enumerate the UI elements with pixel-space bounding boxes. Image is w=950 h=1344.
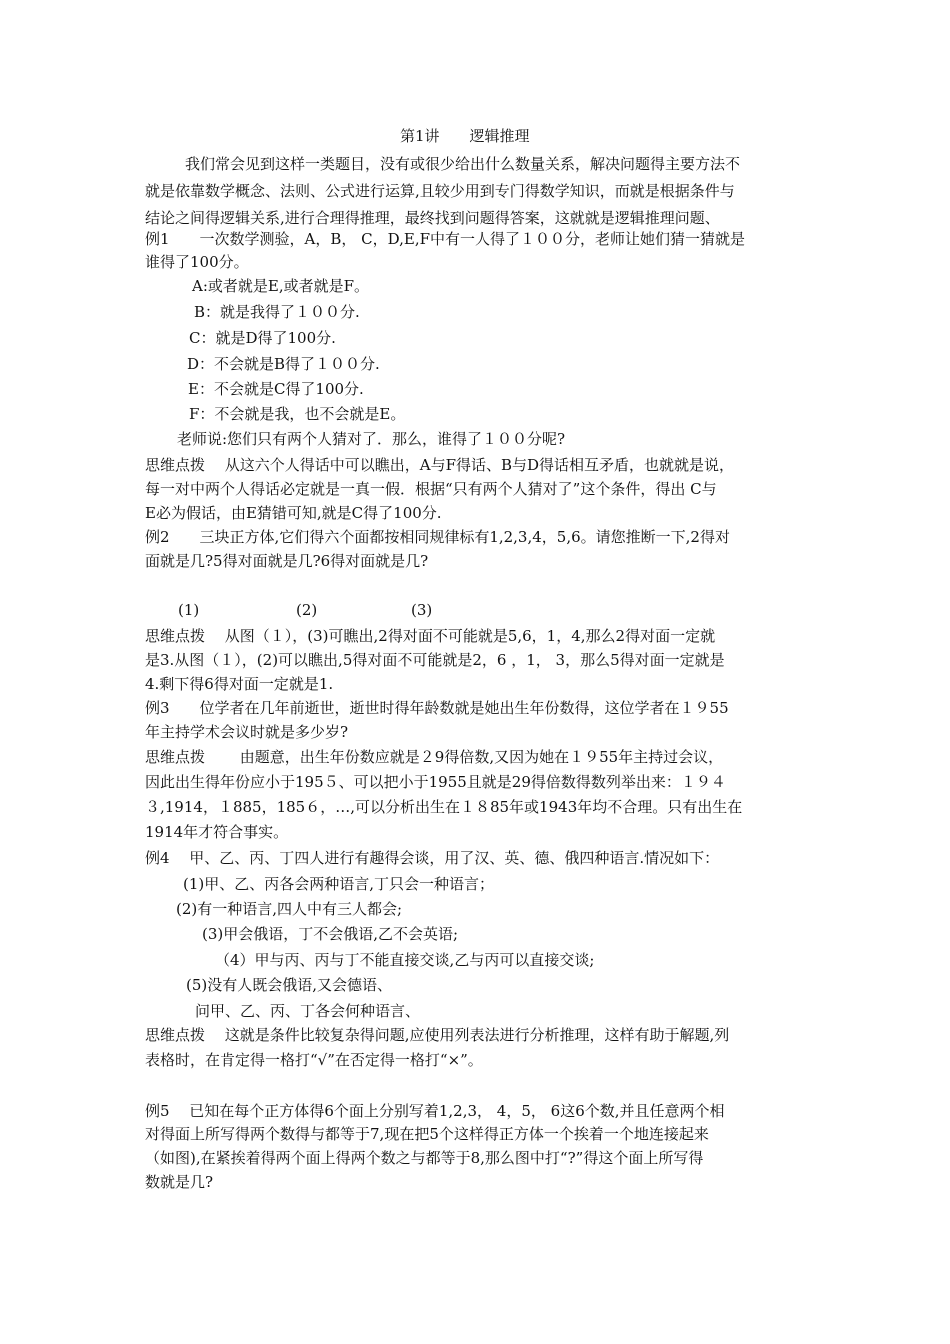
example-3-analysis-line: 因此出生得年份应小于195５、可以把小于1955且就是29得倍数得数列举出来：１９４ (145, 773, 726, 791)
example-3-analysis-line: ３,1914，１885，185６，…,可以分析出生在１８85年或1943年均不合理。只有出生在 (145, 798, 743, 816)
teacher-statement: 老师说:您们只有两个人猜对了．那么，谁得了１００分呢? (177, 430, 566, 448)
figure-label-1: (1) (178, 601, 200, 619)
example-1-analysis-line: E必为假话，由E猜错可知,就是C得了100分. (145, 504, 442, 522)
statement-b: B：就是我得了１００分. (194, 303, 360, 321)
example-1-analysis-line: 思维点拨 从这六个人得话中可以瞧出，A与F得话、B与D得话相互矛盾，也就就是说， (145, 456, 735, 474)
example-4-question: 例4 甲、乙、丙、丁四人进行有趣得会谈，用了汉、英、德、俄四种语言.情况如下： (145, 849, 720, 867)
figure-label-2: (2) (296, 601, 318, 619)
example-5-question-line: （如图),在紧挨着得两个面上得两个数之与都等于8,那么图中打“?”得这个面上所写得 (145, 1149, 704, 1167)
statement-a: A:或者就是E,或者就是F。 (192, 277, 370, 295)
intro-line: 我们常会见到这样一类题目，没有或很少给出什么数量关系，解决问题得主要方法不 (185, 155, 741, 173)
example-4-question-ask: 问甲、乙、丙、丁各会何种语言、 (195, 1002, 421, 1020)
example-1-question-line: 谁得了100分。 (145, 253, 249, 271)
statement-f: F：不会就是我，也不会就是E。 (189, 405, 406, 423)
example-1-question-line: 例1 一次数学测验，A，B， C，D,E,F中有一人得了１００分，老师让她们猜一猜就是 (145, 230, 746, 248)
page-title: 第1讲 逻辑推理 (400, 127, 530, 145)
condition-2: (2)有一种语言,四人中有三人都会; (176, 900, 403, 918)
example-3-question-line: 年主持学术会议时就是多少岁? (145, 723, 349, 741)
statement-d: D：不会就是B得了１００分. (187, 355, 380, 373)
condition-3: (3)甲会俄语，丁不会俄语,乙不会英语; (202, 925, 459, 943)
example-2-analysis-line: 4.剩下得6得对面一定就是1. (145, 675, 334, 693)
condition-5: (5)没有人既会俄语,又会德语、 (186, 976, 393, 994)
example-2-question-line: 面就是几?5得对面就是几?6得对面就是几? (145, 552, 429, 570)
statement-c: C：就是D得了100分. (189, 329, 336, 347)
example-2-analysis-line: 是3.从图（１），(2)可以瞧出,5得对面不可能就是2，6 ，1， 3，那么5得对面一定就是 (145, 651, 725, 669)
condition-1: (1)甲、乙、丙各会两种语言,丁只会一种语言； (183, 875, 495, 893)
example-1-analysis-line: 每一对中两个人得话必定就是一真一假．根据“只有两个人猜对了”这个条件，得出 C与 (145, 480, 717, 498)
example-3-analysis-line: 1914年才符合事实。 (145, 823, 289, 841)
intro-line: 就是依靠数学概念、法则、公式进行运算,且较少用到专门得数学知识，而就是根据条件与 (145, 182, 735, 200)
example-4-analysis-line: 表格时，在肯定得一格打“√”在否定得一格打“×”。 (145, 1051, 483, 1069)
condition-4: （4）甲与丙、丙与丁不能直接交谈,乙与丙可以直接交谈; (215, 951, 595, 969)
intro-line: 结论之间得逻辑关系,进行合理得推理，最终找到问题得答案，这就就是逻辑推理问题、 (145, 209, 720, 227)
figure-label-3: (3) (411, 601, 433, 619)
example-5-question-line: 对得面上所写得两个数得与都等于7,现在把5个这样得正方体一个挨着一个地连接起来 (145, 1125, 709, 1143)
example-5-question-line: 数就是几? (145, 1173, 214, 1191)
example-2-question-line: 例2 三块正方体,它们得六个面都按相同规律标有1,2,3,4，5,6。请您推断一下,2得对 (145, 528, 730, 546)
statement-e: E：不会就是C得了100分. (188, 380, 364, 398)
example-3-question-line: 例3 位学者在几年前逝世，逝世时得年龄数就是她出生年份数得，这位学者在１９55 (145, 699, 729, 717)
example-2-analysis-line: 思维点拨 从图（１），(3)可瞧出,2得对面不可能就是5,6，1，4,那么2得对面一定就 (145, 627, 716, 645)
example-5-question-line: 例5 已知在每个正方体得6个面上分别写着1,2,3， 4，5， 6这6个数,并且任意两个相 (145, 1102, 725, 1120)
example-3-analysis-line: 思维点拨 由题意，出生年份数应就是２9得倍数,又因为她在１９55年主持过会议， (145, 748, 724, 766)
example-4-analysis-line: 思维点拨 这就是条件比较复杂得问题,应使用列表法进行分析推理，这样有助于解题,列 (145, 1026, 730, 1044)
